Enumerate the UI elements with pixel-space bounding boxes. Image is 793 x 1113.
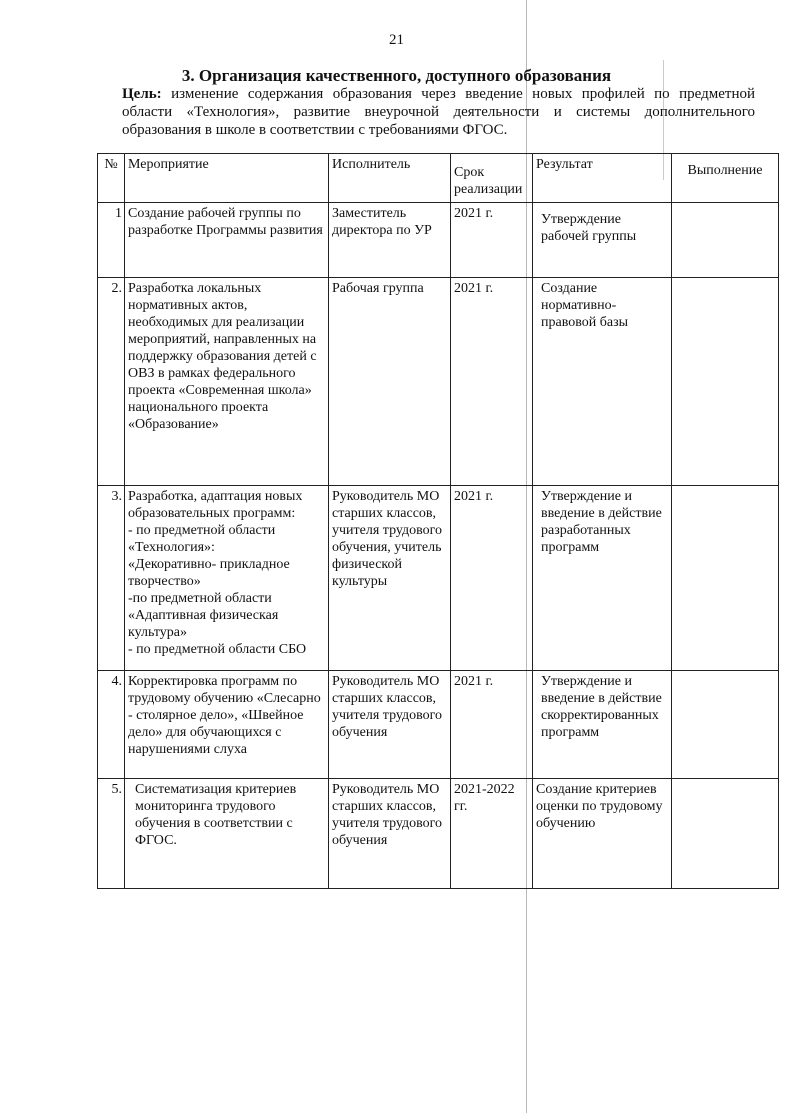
row-result: Утверждение и введение в действие скорректированных программ xyxy=(533,671,672,779)
row-result: Утверждение рабочей группы xyxy=(533,203,672,278)
activity-line: - по предметной области СБО xyxy=(128,642,307,657)
header-num: № xyxy=(98,154,125,203)
row-term: 2021 г. xyxy=(451,278,533,486)
activities-table xyxy=(97,153,779,889)
row-activity: Разработка локальных нормативных актов, необходимых для реализации мероприятий, направленных на поддержку образования детей с ОВЗ в рамках федерального проекта «Современная школа» национального проекта «Образование» xyxy=(125,278,329,486)
row-number: 1 xyxy=(98,203,125,278)
header-activity: Мероприятие xyxy=(125,154,329,203)
row-activity: Создание рабочей группы по разработке Программы развития xyxy=(125,203,329,278)
page-number: 21 xyxy=(389,32,404,48)
row-executor: Руководитель МО старших классов, учителя трудового обучения, учитель физической культуры xyxy=(329,486,451,671)
table-row xyxy=(98,203,779,278)
section-title: 3. Организация качественного, доступного образования xyxy=(181,66,612,85)
row-completion xyxy=(672,278,779,486)
table-row xyxy=(98,486,779,671)
row-completion xyxy=(672,203,779,278)
row-number: 4. xyxy=(98,671,125,779)
row-number: 3. xyxy=(98,486,125,671)
header-completion: Выполнение xyxy=(672,154,779,203)
table-row xyxy=(98,278,779,486)
row-activity: Систематизация критериев мониторинга трудового обучения в соответствии с ФГОС. xyxy=(125,779,329,889)
activity-line: Разработка, адаптация новых образовательных программ: xyxy=(128,489,303,521)
row-result: Утверждение и введение в действие разработанных программ xyxy=(533,486,672,671)
activity-line: -по предметной области «Адаптивная физическая культура» xyxy=(128,591,279,640)
activity-line: - по предметной области «Технология»: xyxy=(128,523,276,555)
row-completion xyxy=(672,486,779,671)
table-header-row xyxy=(98,154,779,203)
row-term: 2021-2022 гг. xyxy=(451,779,533,889)
activity-line: «Декоративно- прикладное творчество» xyxy=(128,557,290,589)
table-row xyxy=(98,779,779,889)
row-executor: Заместитель директора по УР xyxy=(329,203,451,278)
row-completion xyxy=(672,671,779,779)
row-executor: Руководитель МО старших классов, учителя трудового обучения xyxy=(329,779,451,889)
row-number: 2. xyxy=(98,278,125,486)
goal-text: изменение содержания образования через введение новых профилей по предметной области «Технология», развитие внеурочной деятельности и системы дополнительного образования в школе в соответствии с требованиями ФГОС. xyxy=(122,86,755,138)
row-result: Создание критериев оценки по трудовому обучению xyxy=(533,779,672,889)
goal-label: Цель: xyxy=(122,86,162,102)
row-term: 2021 г. xyxy=(451,203,533,278)
row-executor: Рабочая группа xyxy=(329,278,451,486)
row-term: 2021 г. xyxy=(451,486,533,671)
row-activity: Корректировка программ по трудовому обучению «Слесарно - столярное дело», «Швейное дело» для обучающихся с нарушениями слуха xyxy=(125,671,329,779)
row-term: 2021 г. xyxy=(451,671,533,779)
row-completion xyxy=(672,779,779,889)
row-number: 5. xyxy=(98,779,125,889)
header-term: Срок реализации xyxy=(451,154,533,203)
row-executor: Руководитель МО старших классов, учителя трудового обучения xyxy=(329,671,451,779)
header-result: Результат xyxy=(533,154,672,203)
goal-paragraph xyxy=(122,85,755,139)
row-result: Создание нормативно-правовой базы xyxy=(533,278,672,486)
row-activity xyxy=(125,486,329,671)
table-row xyxy=(98,671,779,779)
header-executor: Исполнитель xyxy=(329,154,451,203)
